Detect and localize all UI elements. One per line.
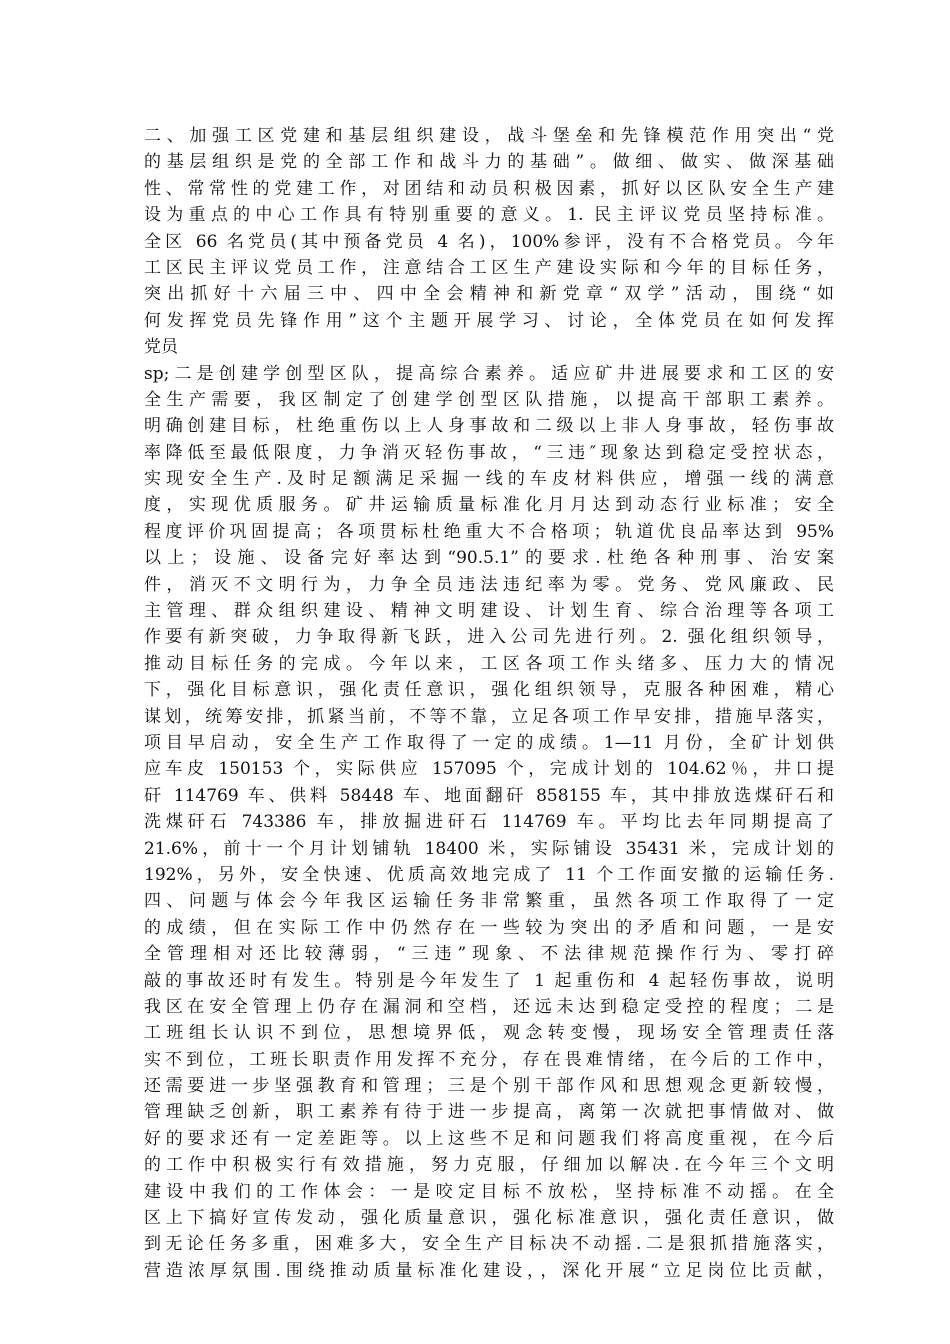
text-line: 全区 66 名党员(其中预备党员 4 名)，100%参评，没有不合格党员。今年 xyxy=(144,231,834,252)
text-line: 到无论任务多重，困难多大，安全生产目标决不动摇.二是狠抓措施落实， xyxy=(144,1234,834,1255)
text-line: 全生产需要，我区制定了创建学创型区队措施，以提高干部职工素养。 xyxy=(144,389,834,410)
text-line: 作要有新突破，力争取得新飞跃，进入公司先进行列。2. 强化组织领导， xyxy=(144,627,834,648)
text-line: 主管理、群众组织建设、精神文明建设、计划生育、综合治理等各项工 xyxy=(144,601,834,622)
text-line: 管理缺乏创新，职工素养有待于进一步提高，离第一次就把事情做对、做 xyxy=(144,1102,834,1123)
text-line: 实不到位，工班长职责作用发挥不充分，存在畏难情绪，在今后的工作中， xyxy=(144,1049,834,1070)
text-line: 谋划，统筹安排，抓紧当前，不等不靠，立足各项工作早安排，措施早落实， xyxy=(144,706,834,727)
text-line: 党员 xyxy=(144,337,178,358)
text-line: 突出抓好十六届三中、四中全会精神和新党章“双学”活动，围绕“如 xyxy=(144,284,834,305)
text-line: 敲的事故还时有发生。特别是今年发生了 1 起重伤和 4 起轻伤事故，说明 xyxy=(144,970,834,991)
text-line: 实现安全生产.及时足额满足采掘一线的车皮材料供应，增强一线的满意 xyxy=(144,469,834,490)
text-line: 二、加强工区党建和基层组织建设，战斗堡垒和先锋模范作用突出“党 xyxy=(144,126,834,146)
text-line: 下，强化目标意识，强化责任意识，强化组织领导，克服各种困难，精心 xyxy=(144,680,834,701)
text-line: 好的要求还有一定差距等。以上这些不足和问题我们将高度重视，在今后 xyxy=(144,1128,834,1149)
text-line: 全管理相对还比较薄弱，“三违”现象、不法律规范操作行为、零打碎 xyxy=(144,944,834,965)
text-line: 的成绩，但在实际工作中仍然存在一些较为突出的矛盾和问题，一是安 xyxy=(144,917,834,938)
text-line: 营造浓厚氛围.围绕推动质量标准化建设，，深化开展“立足岗位比贡献， xyxy=(144,1260,834,1281)
text-line: 明确创建目标，杜绝重伤以上人身事故和二级以上非人身事故，轻伤事故 xyxy=(144,416,834,437)
text-line: 洗煤矸石 743386 车，排放掘进矸石 114769 车。平均比去年同期提高了 xyxy=(144,812,834,833)
text-line: 度，实现优质服务。矿井运输质量标准化月月达到动态行业标准；安全 xyxy=(144,495,834,516)
text-line: 性、常常性的党建工作，对团结和动员积极因素，抓好以区队安全生产建 xyxy=(144,178,834,199)
text-line: 还需要进一步坚强教育和管理；三是个别干部作风和思想观念更新较慢， xyxy=(144,1076,834,1097)
text-line: 21.6%，前十一个月计划铺轨 18400 米，实际铺设 35431 米，完成计划的 xyxy=(144,838,834,859)
text-line: 建设中我们的工作体会：一是咬定目标不放松，坚持标准不动摇。在全 xyxy=(144,1181,834,1202)
text-line: 的基层组织是党的全部工作和战斗力的基础”。做细、做实、做深基础 xyxy=(144,152,834,173)
text-line: 件，消灭不文明行为，力争全员违法违纪率为零。党务、党风廉政、民 xyxy=(144,574,834,595)
text-line: 区上下搞好宣传发动，强化质量意识，强化标准意识，强化责任意识，做 xyxy=(144,1208,834,1229)
text-line: 以上；设施、设备完好率达到“90.5.1”的要求.杜绝各种刑事、治安案 xyxy=(144,548,834,569)
text-line: 应车皮 150153 个，实际供应 157095 个，完成计划的 104.62％，井口提 xyxy=(144,759,834,780)
text-line: 工区民主评议党员工作，注意结合工区生产建设实际和今年的目标任务， xyxy=(144,257,834,278)
text-line: 192%，另外，安全快速、优质高效地完成了 11 个工作面安撤的运输任务. xyxy=(144,864,834,885)
text-line: 矸 114769 车、供料 58448 车、地面翻矸 858155 车，其中排放选煤矸石和 xyxy=(144,785,834,806)
text-line: 工班组长认识不到位，思想境界低，观念转变慢，现场安全管理责任落 xyxy=(144,1023,834,1044)
text-line: 四、问题与体会今年我区运输任务非常繁重，虽然各项工作取得了一定 xyxy=(144,891,834,912)
text-line: 项目早启动，安全生产工作取得了一定的成绩。1—11 月份，全矿计划供 xyxy=(144,732,834,753)
text-line: 何发挥党员先锋作用”这个主题开展学习、讨论，全体党员在如何发挥 xyxy=(144,310,834,331)
text-line: 设为重点的中心工作具有特别重要的意义。1. 民主评议党员坚持标准。 xyxy=(144,205,834,226)
text-line: 率降低至最低限度，力争消灭轻伤事故，“三违″现象达到稳定受控状态， xyxy=(144,442,834,463)
text-line: 程度评价巩固提高；各项贯标杜绝重大不合格项；轨道优良品率达到 95% xyxy=(144,521,834,542)
text-line: 推动目标任务的完成。今年以来，工区各项工作头绪多、压力大的情况 xyxy=(144,653,834,674)
text-line: 的工作中积极实行有效措施，努力克服，仔细加以解决.在今年三个文明 xyxy=(144,1155,834,1176)
text-line: sp;二是创建学创型区队，提高综合素养。适应矿井进展要求和工区的安 xyxy=(144,363,834,384)
body-text xyxy=(144,123,834,1284)
text-line: 我区在安全管理上仍存在漏洞和空档，还远未达到稳定受控的程度；二是 xyxy=(144,996,834,1017)
